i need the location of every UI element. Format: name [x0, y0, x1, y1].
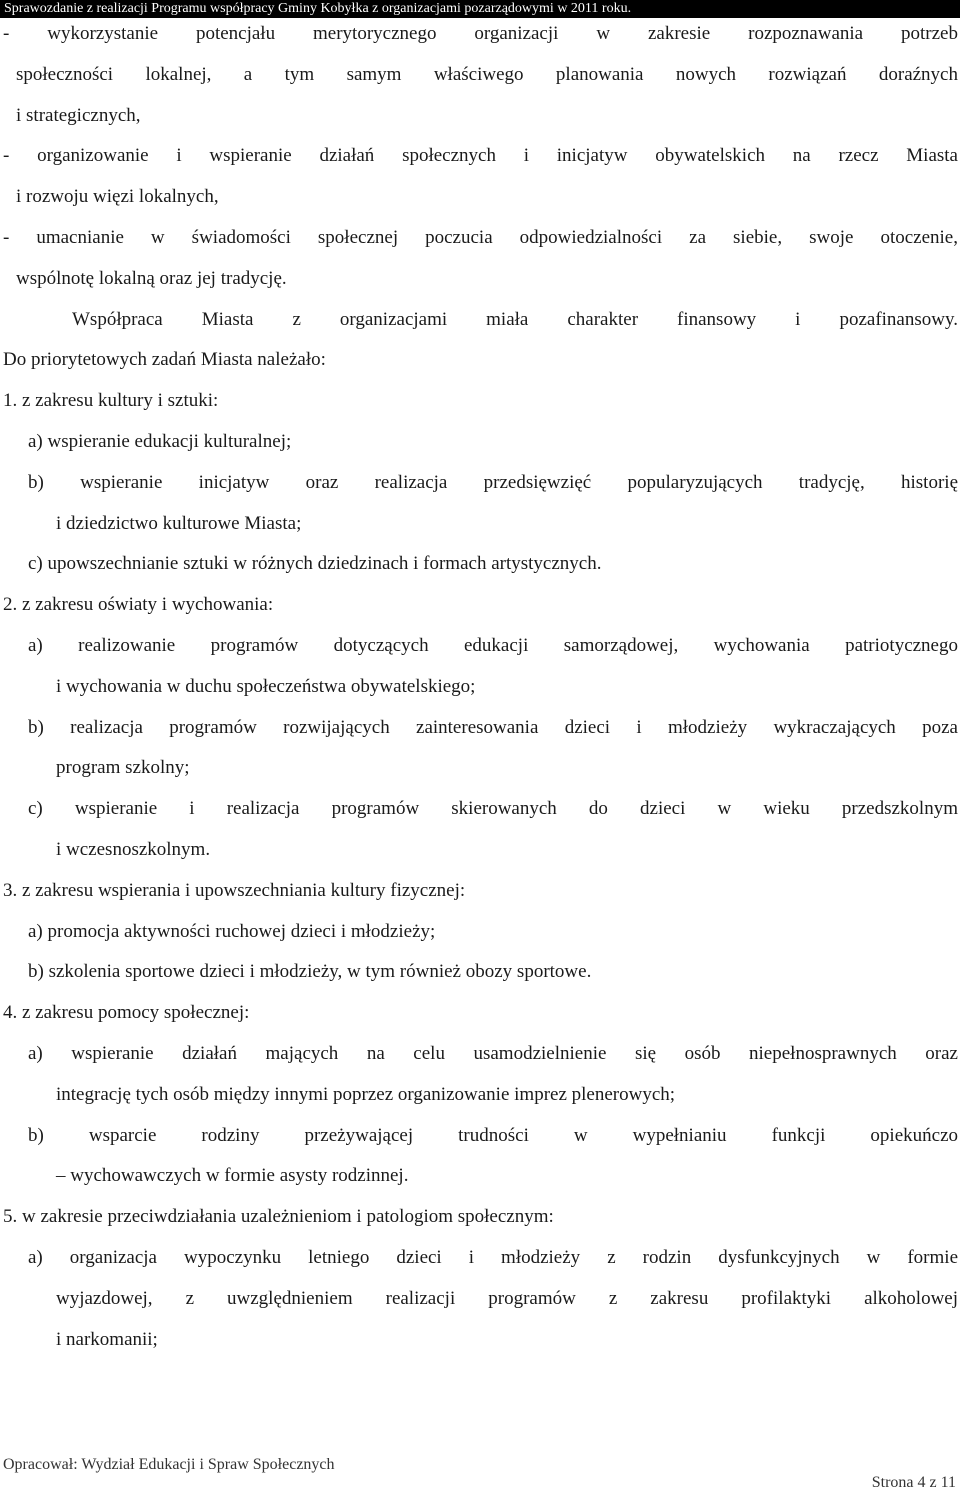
paragraph-line: Współpraca Miasta z organizacjami miała charakter finansowy i pozafinansowy. — [72, 308, 958, 330]
section-heading: 5. w zakresie przeciwdziałania uzależnieniom i patologiom społecznym: — [3, 1206, 554, 1228]
list-item-continuation: i dziedzictwo kulturowe Miasta; — [56, 512, 302, 534]
paragraph-line: Do priorytetowych zadań Miasta należało: — [3, 349, 326, 371]
bullet-line: - organizowanie i wspieranie działań społecznych i inicjatyw obywatelskich na rzecz Miasta — [3, 145, 958, 167]
document-body — [0, 14, 960, 1360]
page-number: Strona 4 z 11 — [871, 1474, 956, 1491]
list-item: c) upowszechnianie sztuki w różnych dziedzinach i formach artystycznych. — [28, 553, 602, 575]
section-heading: 4. z zakresu pomocy społecznej: — [3, 1002, 250, 1024]
list-item-continuation: i narkomanii; — [56, 1328, 158, 1350]
list-item: a) wspieranie działań mających na celu usamodzielnienie się osób niepełnosprawnych oraz — [28, 1042, 958, 1064]
list-item: b) wsparcie rodziny przeżywającej trudności w wypełnianiu funkcji opiekuńczo — [28, 1124, 958, 1146]
bullet-line: - wykorzystanie potencjału merytorycznego organizacji w zakresie rozpoznawania potrzeb — [3, 23, 958, 44]
list-item: c) wspieranie i realizacja programów skierowanych do dzieci w wieku przedszkolnym — [28, 798, 958, 820]
bullet-continuation: wspólnotę lokalną oraz jej tradycję. — [16, 267, 287, 289]
list-item: b) realizacja programów rozwijających zainteresowania dzieci i młodzieży wykraczających poza — [28, 716, 958, 738]
list-item: a) promocja aktywności ruchowej dzieci i młodzieży; — [28, 920, 436, 942]
list-item: b) szkolenia sportowe dzieci i młodzieży, w tym również obozy sportowe. — [28, 961, 592, 983]
footer-prepared-by: Opracował: Wydział Edukacji i Spraw Społecznych — [3, 1456, 335, 1473]
section-heading: 1. z zakresu kultury i sztuki: — [3, 390, 219, 412]
list-item: a) wspieranie edukacji kulturalnej; — [28, 430, 292, 452]
list-item-continuation: i wczesnoszkolnym. — [56, 838, 211, 860]
document-header: Sprawozdanie z realizacji Programu współpracy Gminy Kobyłka z organizacjami pozarządowymi w 2011 roku. — [0, 0, 960, 18]
section-heading: 3. z zakresu wspierania i upowszechniania kultury fizycznej: — [3, 879, 466, 901]
bullet-line: - umacnianie w świadomości społecznej poczucia odpowiedzialności za siebie, swoje otoczenie, — [3, 226, 958, 248]
bullet-continuation: społeczności lokalnej, a tym samym właściwego planowania nowych rozwiązań doraźnych — [16, 63, 958, 85]
section-heading: 2. z zakresu oświaty i wychowania: — [3, 594, 274, 616]
list-item-continuation: wyjazdowej, z uwzględnieniem realizacji programów z zakresu profilaktyki alkoholowej — [56, 1287, 958, 1309]
list-item: a) realizowanie programów dotyczących edukacji samorządowej, wychowania patriotycznego — [28, 634, 958, 656]
list-item: b) wspieranie inicjatyw oraz realizacja przedsięwzięć popularyzujących tradycję, historię — [28, 471, 958, 493]
list-item-continuation: – wychowawczych w formie asysty rodzinnej. — [56, 1165, 409, 1187]
bullet-continuation: i rozwoju więzi lokalnych, — [16, 186, 219, 208]
list-item-continuation: integrację tych osób między innymi poprzez organizowanie imprez plenerowych; — [56, 1083, 676, 1105]
bullet-continuation: i strategicznych, — [16, 104, 141, 126]
list-item: a) organizacja wypoczynku letniego dzieci i młodzieży z rodzin dysfunkcyjnych w formie — [28, 1246, 958, 1268]
list-item-continuation: program szkolny; — [56, 757, 190, 779]
list-item-continuation: i wychowania w duchu społeczeństwa obywatelskiego; — [56, 675, 476, 697]
